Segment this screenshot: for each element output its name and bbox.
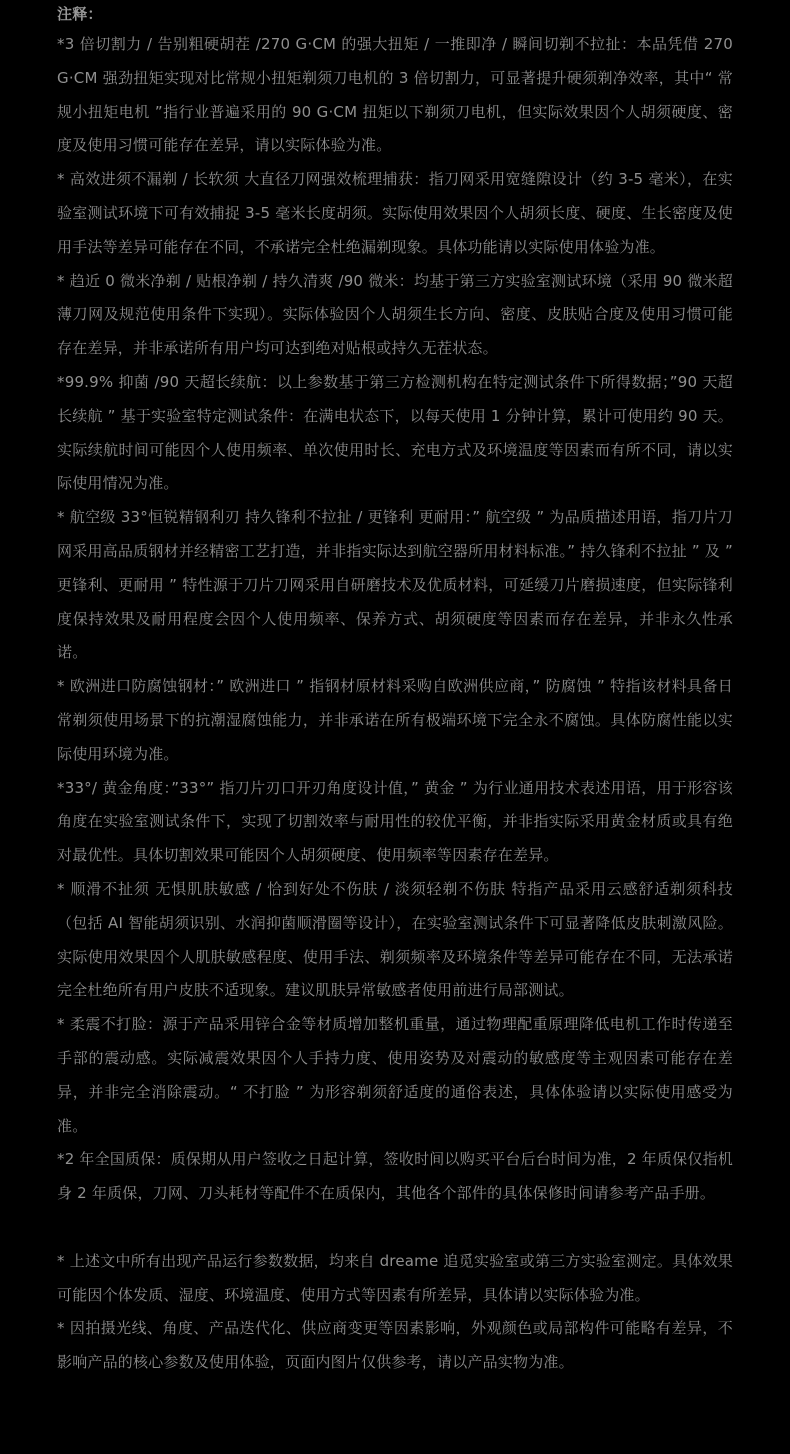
note-european-steel: * 欧洲进口防腐蚀钢材：” 欧洲进口 ” 指钢材原材料采购自欧洲供应商，” 防腐蚀 ” 特指该材料具备日常剃须使用场景下的抗潮湿腐蚀能力，并非承诺在所有极端环境下完全永不腐蚀。具体防腐性能以实际使用环境为准。 [57, 677, 733, 763]
note-foil-capture: * 高效进须不漏剃 / 长软须 大直径刀网强效梳理捕获：指刀网采用宽缝隙设计（约 3-5 毫米），在实验室测试环境下可有效捕捉 3-5 毫米长度胡须。实际使用效果因个人胡须长度、硬度、生长密度及使用手法等差异可能存在不同，不承诺完全杜绝漏剃现象。具体功能请以实际使用体验为准。 [57, 170, 733, 256]
note-warranty: *2 年全国质保：质保期从用户签收之日起计算，签收时间以购买平台后台时间为准，2 年质保仅指机身 2 年质保，刀网、刀头耗材等配件不在质保内，其他各个部件的具体保修时间请参考产品手册。 [57, 1150, 733, 1203]
disclaimer-notes [57, 0, 733, 1380]
note-vibration: * 柔震不打脸：源于产品采用锌合金等材质增加整机重量，通过物理配重原理降低电机工作时传递至手部的震动感。实际减震效果因个人手持力度、使用姿势及对震动的敏感度等主观因素可能存在差异，并非完全消除震动。“ 不打脸 ” 为形容剃须舒适度的通俗表述，具体体验请以实际使用感受为准。 [57, 1015, 733, 1135]
note-antibacterial-battery: *99.9% 抑菌 /90 天超长续航：以上参数基于第三方检测机构在特定测试条件下所得数据；”90 天超长续航 ” 基于实验室特定测试条件：在满电状态下，以每天使用 1 分钟计算，累计可使用约 90 天。实际续航时间可能因个人使用频率、单次使用时长、充电方式及环境温度等因素而有所不同，请以实际使用情况为准。 [57, 372, 733, 493]
note-image-reference: * 因拍摄光线、角度、产品迭代化、供应商变更等因素影响，外观颜色或局部构件可能略有差异，不影响产品的核心参数及使用体验，页面内图片仅供参考，请以产品实物为准。 [57, 1319, 733, 1372]
note-lab-data-source: * 上述文中所有出现产品运行参数数据，均来自 dreame 追觅实验室或第三方实验室测定。具体效果可能因个体发质、湿度、环境温度、使用方式等因素有所差异，具体请以实际体验为准。 [57, 1251, 733, 1304]
notes-title: 注释： [57, 5, 103, 23]
section-spacer [57, 1211, 733, 1245]
note-close-shave: * 趋近 0 微米净剃 / 贴根净剃 / 持久清爽 /90 微米：均基于第三方实验室测试环境（采用 90 微米超薄刀网及规范使用条件下实现）。实际体验因个人胡须生长方向、密度、皮肤贴合度及使用习惯可能存在差异，并非承诺所有用户均可达到绝对贴根或持久无茬状态。 [57, 271, 733, 358]
note-cutting-power: *3 倍切割力 / 告别粗硬胡茬 /270 G·CM 的强大扭矩 / 一推即净 / 瞬间切剃不拉扯：本品凭借 270 G·CM 强劲扭矩实现对比常规小扭矩剃须刀电机的 3 倍切割力，可显著提升硬须剃净效率，其中“ 常规小扭矩电机 ”指行业普遍采用的 90 G·CM 扭矩以下剃须刀电机，但实际效果因个人胡须硬度、密度及使用习惯可能存在差异，请以实际体验为准。 [57, 35, 733, 155]
note-aviation-steel-blade: * 航空级 33°恒锐精钢利刃 持久锋利不拉扯 / 更锋利 更耐用：” 航空级 ” 为品质描述用语，指刀片刀网采用高品质钢材并经精密工艺打造，并非指实际达到航空器所用材料标准。” 持久锋利不拉扯 ” 及 ” 更锋利、更耐用 ” 特性源于刀片刀网采用自研磨技术及优质材料，可延缓刀片磨损速度，但实际锋利度保持效果及耐用程度会因个人使用频率、保养方式、胡须硬度等因素而存在差异，并非永久性承诺。 [57, 508, 733, 662]
note-golden-angle: *33°/ 黄金角度：”33°” 指刀片刃口开刃角度设计值，” 黄金 ” 为行业通用技术表述用语，用于形容该角度在实验室测试条件下，实现了切割效率与耐用性的较优平衡，并非指实际采用黄金材质或具有绝对最优性。具体切割效果可能因个人胡须硬度、使用频率等因素存在差异。 [57, 778, 733, 865]
note-sensitive-skin: * 顺滑不扯须 无惧肌肤敏感 / 恰到好处不伤肤 / 淡须轻剃不伤肤 特指产品采用云感舒适剃须科技（包括 AI 智能胡须识别、水润抑菌顺滑圈等设计），在实验室测试条件下可显著降低皮肤刺激风险。实际使用效果因个人肌肤敏感程度、使用手法、剃须频率及环境条件等差异可能存在不同，无法承诺完全杜绝所有用户皮肤不适现象。建议肌肤异常敏感者使用前进行局部测试。 [57, 879, 733, 1000]
